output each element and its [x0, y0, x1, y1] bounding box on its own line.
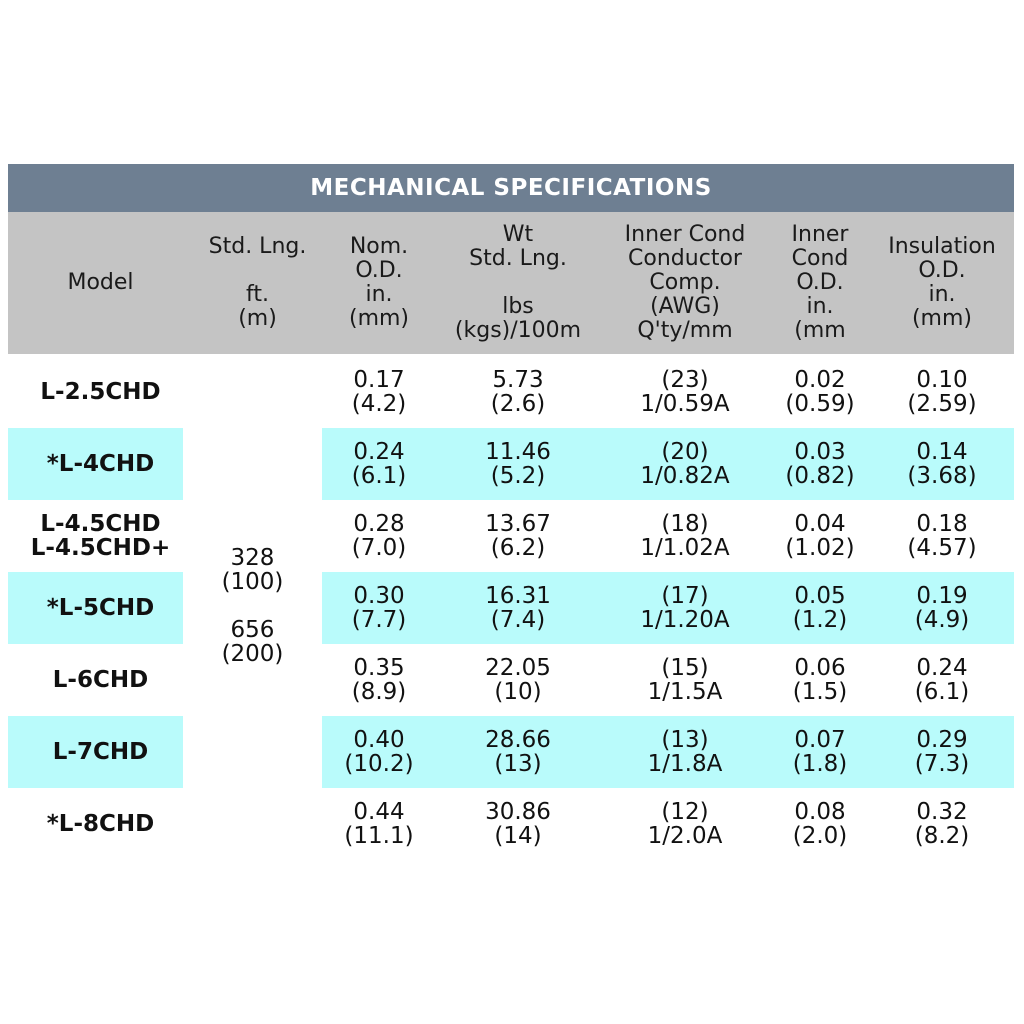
cell-weight: 16.31 (7.4) — [485, 583, 551, 633]
std-length-328: 328 (100) — [221, 545, 284, 595]
cell-insulation-od: 0.19 (4.9) — [914, 583, 970, 633]
header-insulation-od: Insulation O.D. in. (mm) — [888, 234, 996, 331]
header-row — [8, 212, 1014, 354]
cell-model: L-4.5CHD L-4.5CHD+ — [30, 511, 171, 561]
cell-weight: 30.86 (14) — [485, 799, 551, 849]
cell-insulation-od: 0.18 (4.57) — [907, 511, 977, 561]
cell-model: *L-4CHD — [46, 451, 155, 477]
std-length-656: 656 (200) — [221, 617, 284, 667]
table-body — [8, 354, 1014, 856]
std-length-cell — [183, 498, 322, 714]
cell-model: L-6CHD — [52, 667, 149, 693]
cell-inner-cond-comp: (23) 1/0.59A — [640, 367, 730, 417]
cell-weight: 28.66 (13) — [485, 727, 551, 777]
cell-nom-od: 0.44 (11.1) — [344, 799, 414, 849]
cell-insulation-od: 0.32 (8.2) — [914, 799, 970, 849]
cell-nom-od: 0.30 (7.7) — [351, 583, 407, 633]
cell-weight: 11.46 (5.2) — [485, 439, 551, 489]
cell-insulation-od: 0.10 (2.59) — [907, 367, 977, 417]
cell-nom-od: 0.40 (10.2) — [344, 727, 414, 777]
cell-insulation-od: 0.14 (3.68) — [907, 439, 977, 489]
header-model: Model — [67, 270, 134, 295]
cell-inner-cond-comp: (15) 1/1.5A — [647, 655, 723, 705]
table-title: MECHANICAL SPECIFICATIONS — [8, 164, 1014, 212]
cell-inner-cond-od: 0.05 (1.2) — [792, 583, 848, 633]
cell-inner-cond-od: 0.02 (0.59) — [785, 367, 855, 417]
cell-insulation-od: 0.24 (6.1) — [914, 655, 970, 705]
header-inner-cond-comp: Inner Cond Conductor Comp. (AWG) Q'ty/mm — [624, 222, 746, 343]
cell-inner-cond-od: 0.04 (1.02) — [785, 511, 855, 561]
cell-inner-cond-od: 0.03 (0.82) — [785, 439, 855, 489]
cell-model: *L-8CHD — [46, 811, 155, 837]
header-nom-od: Nom. O.D. in. (mm) — [348, 234, 410, 331]
cell-nom-od: 0.17 (4.2) — [351, 367, 407, 417]
cell-inner-cond-comp: (20) 1/0.82A — [640, 439, 730, 489]
header-weight: Wt Std. Lng. lbs (kgs)/100m — [454, 222, 582, 343]
cell-model: L-2.5CHD — [40, 379, 161, 405]
cell-inner-cond-od: 0.07 (1.8) — [792, 727, 848, 777]
cell-insulation-od: 0.29 (7.3) — [914, 727, 970, 777]
cell-nom-od: 0.35 (8.9) — [351, 655, 407, 705]
mechanical-specifications-table — [8, 164, 1014, 856]
cell-nom-od: 0.24 (6.1) — [351, 439, 407, 489]
cell-inner-cond-comp: (12) 1/2.0A — [647, 799, 723, 849]
header-inner-cond-od: Inner Cond O.D. in. (mm — [791, 222, 849, 343]
cell-model: *L-5CHD — [46, 595, 155, 621]
cell-nom-od: 0.28 (7.0) — [351, 511, 407, 561]
cell-weight: 5.73 (2.6) — [490, 367, 546, 417]
cell-model: L-7CHD — [52, 739, 149, 765]
cell-inner-cond-comp: (17) 1/1.20A — [640, 583, 730, 633]
cell-inner-cond-od: 0.08 (2.0) — [792, 799, 848, 849]
cell-inner-cond-comp: (18) 1/1.02A — [640, 511, 730, 561]
cell-weight: 22.05 (10) — [485, 655, 551, 705]
cell-weight: 13.67 (6.2) — [485, 511, 551, 561]
cell-inner-cond-comp: (13) 1/1.8A — [647, 727, 723, 777]
header-std-length: Std. Lng. ft. (m) — [208, 234, 307, 331]
cell-inner-cond-od: 0.06 (1.5) — [792, 655, 848, 705]
